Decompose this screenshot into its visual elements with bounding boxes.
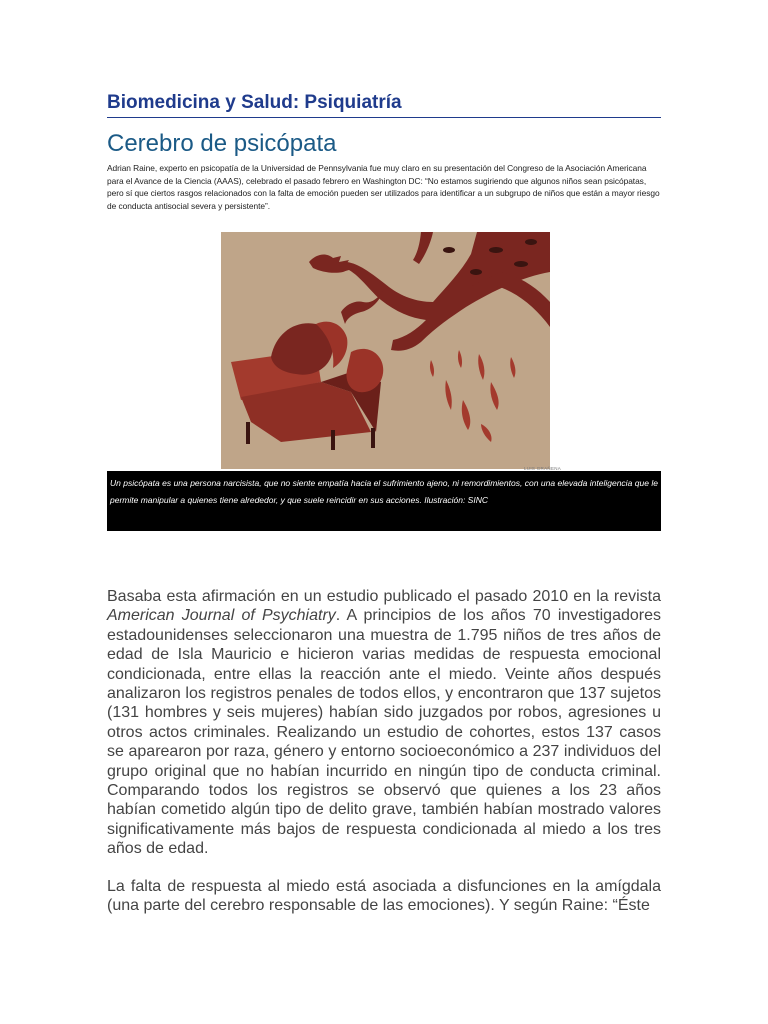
body-paragraph-1	[107, 587, 661, 859]
paragraph-1-start: Basaba esta afirmación en un estudio publicado el pasado 2010 en la revista	[107, 588, 661, 605]
article-lead: Adrian Raine, experto en psicopatía de la Universidad de Pennsylvania fue muy claro en su presentación del Congreso de la Asociación Americana para el Avance de la Ciencia (AAAS), celebrado el pasado febrero en Washington DC: “No estamos sugiriendo que algunos niños sean psicópatas, pero sí que ciertos rasgos relacionados con la falta de emoción pueden ser utilizados para identificar a un subgrupo de niños que están a mayor riesgo de conducta antisocial severa y persistente”.	[107, 163, 660, 211]
sofa-leg	[246, 422, 250, 444]
tree-eye	[514, 261, 528, 267]
body-paragraph-2: La falta de respuesta al miedo está asociada a disfunciones en la amígdala (una parte del cerebro responsable de las emociones). Y según Raine: “Éste	[107, 878, 661, 915]
article-illustration	[221, 232, 550, 469]
sofa-leg	[331, 430, 335, 450]
sofa-leg	[371, 428, 375, 448]
tree-eye	[525, 239, 537, 245]
journal-name: American Journal of Psychiatry	[107, 607, 336, 625]
section-title: Biomedicina y Salud: Psiquiatría	[107, 92, 661, 118]
paragraph-1-rest: . A principios de los años 70 investigadores estadounidenses seleccionaron una muestra de 1.795 niños de tres años de edad de Isla Mauricio e hicieron varias medidas de respuesta emocional condicionada, entre ellas la reacción ante el miedo. Veinte años después analizaron los registros penales de todos ellos, y encontraron que 137 sujetos (131 hombres y seis mujeres) habían sido juzgados por robos, agresiones u otros actos criminales. Realizando un estudio de cohortes, estos 137 casos se aparearon por raza, género y entorno socioeconómico a 237 individuos del grupo original que no habían incurrido en ningún tipo de conducta criminal. Comparando todos los registros se observó que quienes a los 23 años habían cometido algún tipo de delito grave, también habían mostrado valores significativamente más bajos de respuesta condicionada al miedo a los tres años de edad.	[107, 607, 661, 858]
tree-eye	[470, 269, 482, 275]
figure-caption: Un psicópata es una persona narcisista, que no siente empatía hacia el sufrimiento ajeno, ni remordimientos, con una elevada inteligencia que le permite manipular a quienes tiene alrededor, y que suele reincidir en sus acciones. Ilustración: SINC	[107, 471, 661, 531]
illustration-credit: LUIS GRAÑENA	[524, 466, 562, 471]
article-title: Cerebro de psicópata	[107, 130, 337, 157]
psychopath-illustration	[221, 232, 550, 469]
tree-eye	[443, 247, 455, 253]
tree-eye	[489, 247, 503, 253]
